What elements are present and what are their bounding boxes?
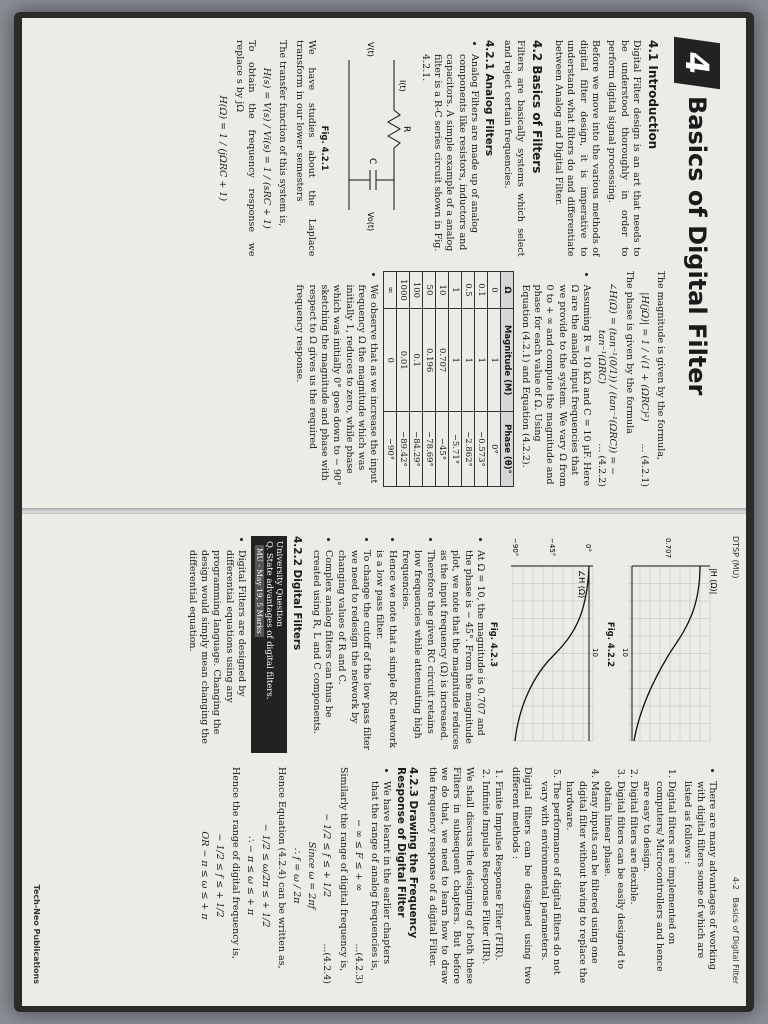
table-cell: 1 (449, 271, 462, 309)
magnitude-eqno: ... (4.2.1) (638, 443, 650, 487)
eq-4-2-4: − 1/2 ≤ f ≤ + 1/2 (321, 813, 333, 898)
fig-4-2-2-label: Fig. 4.2.2 (605, 621, 615, 668)
uq-badge: MU - May 19, 5 Marks (255, 545, 264, 637)
list-item: • At Ω = 10, the magnitude is 0.707 and the phase is − 45°. From the magnitude plot, we note that the magnitude reduces as the input frequency (Ω) is increased. (437, 550, 486, 753)
section-4-2-1-heading: 4.2.1 Analog Filters (482, 40, 495, 157)
magnitude-formula-row (639, 271, 650, 488)
advantage-item: 4. Many inputs can be filtered using one digital filter without having to replace the hardware. (563, 781, 600, 984)
advantage-item: 5. The performance of digital filters do not vary with environmental parameters. (537, 781, 562, 984)
table-cell: −45° (436, 411, 449, 486)
section-4-1-heading: 4.1 Introduction (646, 40, 660, 150)
table-row (397, 271, 410, 487)
methods-list (479, 767, 505, 984)
table-cell: ∞ (384, 271, 397, 309)
since-formula: Since ω = 2πf (306, 841, 318, 910)
fig423-xtick: 10 (591, 648, 599, 657)
chapter-header (674, 40, 720, 487)
table-row (449, 271, 462, 487)
phase-text: The phase is given by the formula (623, 270, 635, 434)
table-cell: −84.29° (410, 411, 423, 486)
table-cell: 0.196 (423, 309, 436, 412)
section-4-2-3-heading: 4.2.3 Drawing the Frequency Response of Digital Filter (395, 767, 420, 939)
fig422-xtick: 10 (621, 648, 629, 657)
digital-filter-bullet: • Digital Filters are designed by differential equations using any programming language. Changing the design would simply mean changing the differential equation. (185, 550, 247, 753)
fig423-ytick-0: 0° (584, 544, 592, 552)
right-col-1 (42, 536, 720, 753)
eq-4-2-3-no: ...(4.2.3) (352, 943, 364, 984)
similarly-text: Similarly the range of digital frequency is, (337, 767, 349, 972)
magnitude-formula: |H(jΩ)| = 1 / √(1 + (ΩRC)²) (638, 292, 650, 422)
table-header-cell: Ω (501, 271, 514, 309)
table-row (436, 271, 449, 487)
response-bullets (309, 536, 486, 753)
methods-paragraph: We shall discuss the designing of both these Filters in subsequent chapters. But before we do that, we need to learn how to draw the frequency response of a digital Filter. (426, 767, 475, 984)
iin-label: I(t) (398, 80, 408, 92)
table-header-cell: Phase (θ)° (501, 411, 514, 486)
methods-intro: Digital filters can be designed using two different methods : (509, 767, 534, 984)
left-col-1 (22, 40, 668, 257)
eq-4-2-4-no: ...(4.2.4) (321, 943, 333, 984)
table-cell: 1 (449, 309, 462, 412)
advantage-item: 3. Digital filters can be easily designed to obtain linear phase. (601, 781, 626, 984)
laplace-text: We have studies about the Laplace transform in our lower semesters (293, 40, 318, 257)
s41-paragraph-2: Before we move into the various methods of digital filter design, it is imperative to understand what filters do and differentiate between Analog and Digital Filter. (552, 40, 601, 257)
eq-b: ∴ − π ≤ ω ≤ + π (245, 835, 257, 916)
eq-d: OR − π ≤ ω ≤ + π (198, 831, 210, 920)
table-cell: 1 (462, 309, 475, 412)
list-item: • Therefore the given RC circuit retains low frequencies while attenuating high frequencies. (399, 550, 436, 753)
section-4-2-heading: 4.2 Basics of Filters (529, 40, 544, 174)
advantage-item: 1. Digital filters are implemented on computers/ Microcontrollers and hence are easy to design. (640, 781, 677, 984)
left-page (22, 18, 746, 510)
assume-bullet: • Assuming R = 10 kΩ and C = 10 μF. Here Ω are the analog input frequencies that we provide to the system. We vary Ω from 0 to + ∞ and compute the magnitude and phase for each value of Ω. Using Equation (4.2.1) and Equation (4.2.2). (518, 285, 592, 488)
freq-text: To obtain the frequency response we replace s by jΩ (233, 40, 258, 257)
transfer-formula: H(s) = V(s) / Vi(s) = 1 / (sRC + 1) (261, 67, 273, 229)
table-row (475, 271, 488, 487)
s41-paragraph-1: Digital Filter design is an art that needs to be understood thoroughly in order to perform digital signal processing. (606, 40, 642, 257)
fig422-ylabel: |H (Ω)| (709, 568, 718, 595)
chapter-number: 4 (674, 37, 720, 89)
magnitude-plot (620, 536, 720, 746)
list-item: • Complex analog filters can thus be created using R, L and C components. (309, 550, 334, 753)
table-cell: 0.5 (462, 271, 475, 309)
vout-label: Vo(t) (366, 212, 376, 232)
transfer-text: The transfer function of this system is, (277, 40, 289, 227)
method-item: 1. Finite Impulse Response Filter (FIR). (492, 781, 504, 984)
table-cell: −90° (384, 411, 397, 486)
left-col-2 (22, 271, 668, 488)
right-col-2 (42, 767, 720, 984)
fig422-ytick: 0.707 (664, 538, 672, 559)
table-row (410, 271, 423, 487)
freq-formula: H(Ω) = 1 / (jΩRC + 1) (217, 95, 229, 202)
table-row (488, 271, 501, 487)
method-item: 2. Infinite Impulse Response Filter (IIR). (479, 781, 491, 984)
phase-formula: ∠H(Ω) = (tan⁻¹(0/1)) / (tan⁻¹(ΩRC)) = − tan⁻¹(ΩRC) (596, 282, 619, 476)
fig423-ytick-2: −90° (511, 538, 519, 557)
page-number: 4-2 (731, 876, 740, 890)
analog-range-bullet: • We have learnt in the earlier chapters that the range of analog frequencies is, (368, 781, 393, 984)
rc-circuit-diagram (334, 40, 414, 250)
r-label: R (401, 126, 412, 133)
table-row (462, 271, 475, 487)
table-cell: 50 (423, 271, 436, 309)
table-cell: 1000 (397, 271, 410, 309)
fig-4-2-3-label: Fig. 4.2.3 (488, 621, 498, 668)
uq-title: University Question (274, 541, 285, 627)
running-chapter: Basics of Digital Filter (731, 897, 740, 984)
table-cell: 10 (436, 271, 449, 309)
chapter-title: Basics of Digital Filter (683, 96, 711, 396)
vin-label: V(t) (366, 42, 376, 57)
table-header-cell: Magnitude (M) (501, 309, 514, 412)
analog-filter-bullet: • Analog Filters are made up of analog components like resistors, inductors and capacitors. A simple example of a analog filter is a R-C series circuit shown in Fig. 4.2.1. (418, 54, 480, 257)
table-cell: −89.42° (397, 411, 410, 486)
publisher-logo: Tech-Neo Publications (32, 884, 41, 984)
table-cell: 1 (488, 309, 501, 412)
advantages-list (537, 767, 677, 984)
right-page (22, 514, 746, 1006)
hence-text: Hence Equation (4.2.4) can be written as, (276, 767, 288, 969)
phase-eqno: ... (4.2.2) (596, 443, 608, 487)
table-cell: −2.862° (462, 411, 475, 486)
c-label: C (367, 158, 378, 165)
table-row (423, 271, 436, 487)
section-4-2-2-heading: 4.2.2 Digital Filters (291, 536, 304, 651)
table-cell: 0 (384, 309, 397, 412)
fig423-ylabel: ∠H (Ω) (577, 570, 586, 599)
table-cell: 100 (410, 271, 423, 309)
magnitude-text: The magnitude is given by the formula, (655, 270, 666, 461)
list-item: • To change the cutoff of the low pass filter we need to redesign the network by changing values of R and C. (335, 550, 372, 753)
eq-4-2-3-row (353, 767, 364, 984)
phase-formula-row (596, 271, 618, 488)
s42-paragraph: Filters are basically systems which select and reject certain frequencies. (502, 40, 526, 257)
table-cell: 0.707 (436, 309, 449, 412)
advantages-intro: • There are many advantages of working with digital filters some of which are listed as follows : (681, 781, 718, 984)
fig423-ytick-1: −45° (548, 538, 556, 557)
f-formula: ∴ f = ω / 2π (291, 847, 303, 904)
eq-4-2-4-row (321, 767, 332, 984)
advantage-item: 2. Digital filters are flexible. (627, 781, 639, 984)
fig-4-2-1-label: Fig. 4.2.1 (319, 125, 330, 171)
table-cell: 0.1 (410, 309, 423, 412)
resistor-symbol (388, 110, 400, 148)
table-cell: −5.71° (449, 411, 462, 486)
running-header-right (731, 877, 740, 984)
eq-4-2-3: − ∞ ≤ F ≤ + ∞ (352, 818, 364, 892)
table-cell: −0.573° (475, 411, 488, 486)
eq-a: − 1/2 ≤ ω/2π ≤ + 1/2 (260, 823, 272, 928)
table-cell: 0.1 (475, 271, 488, 309)
range-text: Hence the range of digital frequency is, (230, 767, 242, 959)
observe-bullet: • We observe that as we increase the input frequency Ω the magnitude which was initially 1, reduces to zero, while phase which was initially 0° goes down to − 90° sketching the magnitude and phase with respect to Ω gives us the required frequency response. (293, 285, 379, 488)
table-cell: 0° (488, 411, 501, 486)
phase-plot (503, 536, 603, 746)
table-cell: 0.01 (397, 309, 410, 412)
table-row (384, 271, 397, 487)
uq-question: Q. State advantages of digital filters. (264, 541, 275, 700)
frequency-response-table (383, 271, 514, 488)
table-cell: −78.69° (423, 411, 436, 486)
table-cell: 0 (488, 271, 501, 309)
list-item: • Hence we note that a simple RC network is a low pass filter. (373, 550, 398, 753)
open-book (14, 12, 754, 1012)
eq-c: − 1/2 ≤ f ≤ + 1/2 (213, 833, 225, 918)
university-question-box (251, 536, 287, 753)
table-cell: 1 (475, 309, 488, 412)
running-header-left: DTSP (MU) (731, 536, 740, 579)
